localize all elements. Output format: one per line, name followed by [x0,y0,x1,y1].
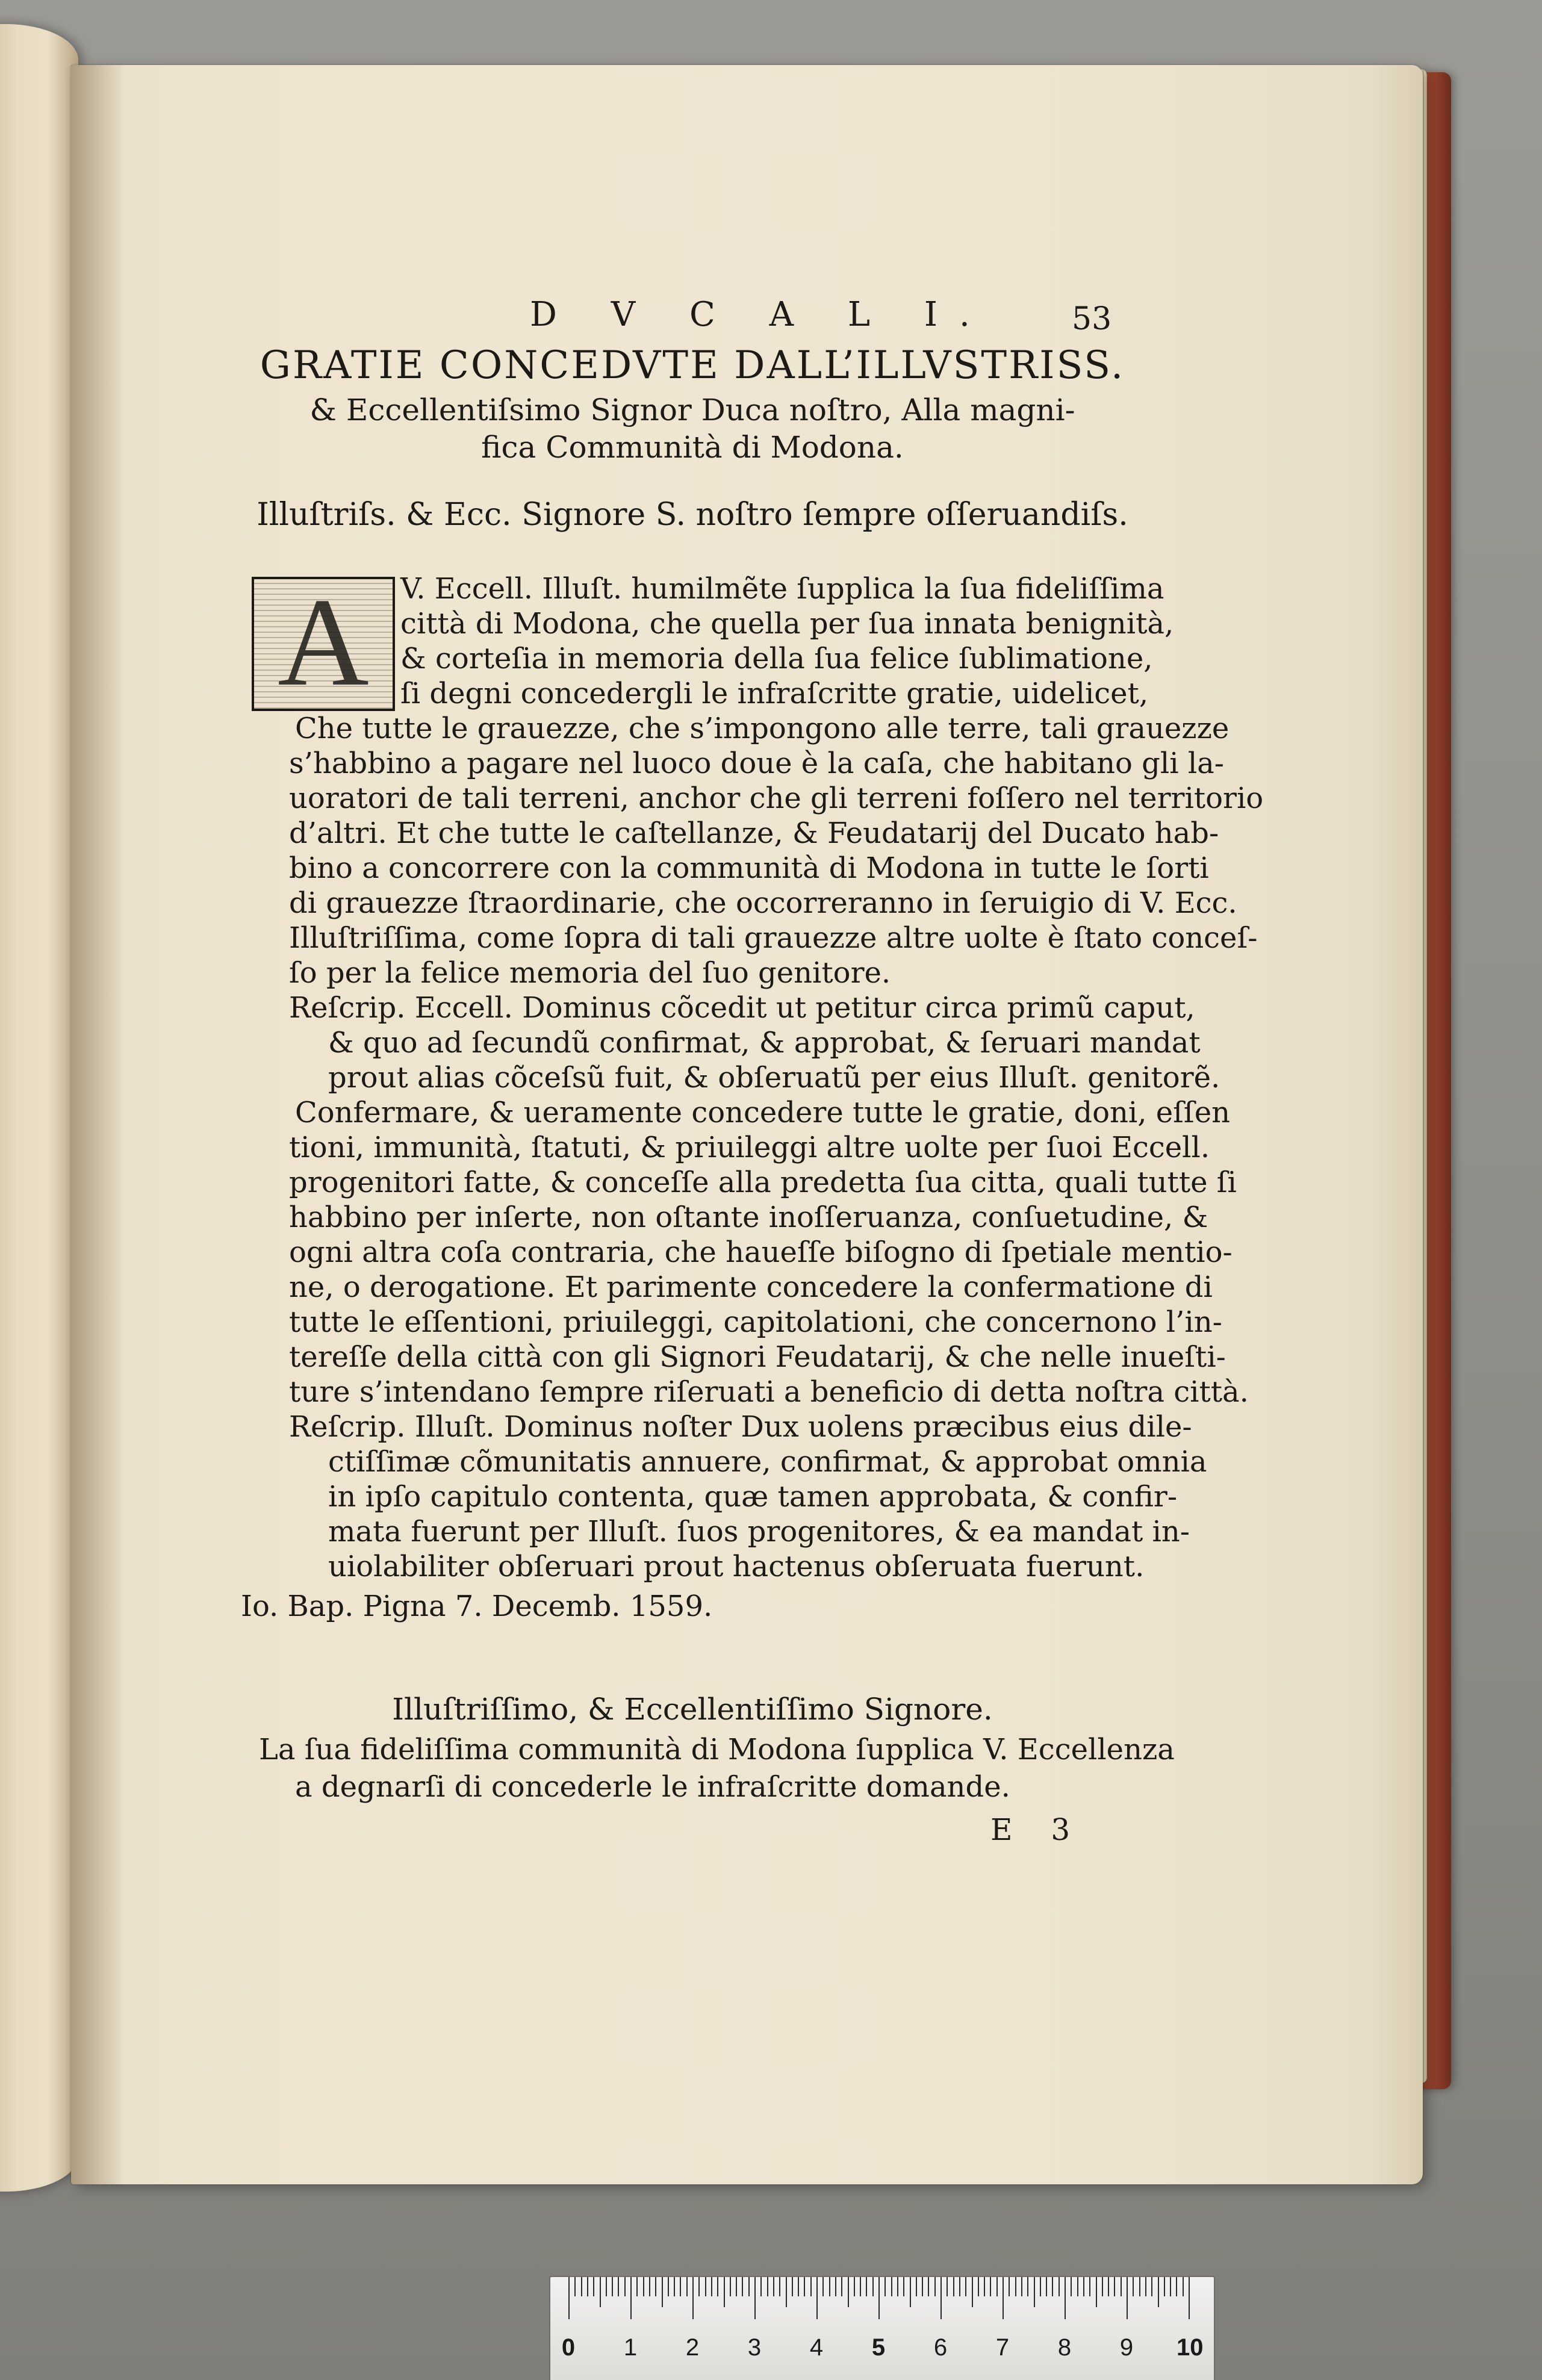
text-line: città di Modona, che quella per ſua innata benignità, [400,607,1174,641]
ruler-tick [773,2277,774,2296]
ruler-label: 6 [933,2334,948,2361]
rescript-line: ctiſſimæ cõmunitatis annuere, confirmat, & approbat omnia [328,1445,1207,1479]
ruler-tick [848,2277,849,2307]
ruler-tick [916,2277,917,2296]
title-line-1: GRATIE CONCEDVTE DALL’ILLVSTRISS. [260,343,1125,388]
ruler-tick [854,2277,855,2296]
ruler-tick [1015,2277,1016,2296]
ruler-tick [636,2277,638,2296]
ruler-tick [841,2277,842,2296]
ruler-tick [928,2277,929,2296]
text-line: & corteſia in memoria della ſua felice ſublimatione, [400,642,1153,676]
ruler-tick [760,2277,762,2296]
signature-mark: E 3 [990,1812,1085,1847]
section-heading: Illuſtriſſimo, & Eccellentiſſimo Signore. [392,1692,993,1727]
ruler-tick [1065,2277,1066,2319]
signature-line: Io. Bap. Pigna 7. Decemb. 1559. [241,1589,713,1623]
ruler-tick [872,2277,874,2296]
ruler-tick [816,2277,818,2319]
text-line: progenitori fatte, & conceſſe alla predetta ſua citta, quali tutte ſi [289,1166,1237,1199]
ruler-tick [792,2277,793,2296]
ruler-tick [1164,2277,1165,2296]
ruler-tick [1009,2277,1010,2296]
ruler-tick [1114,2277,1115,2296]
text-line: ture s’intendano ſempre riſeruati a beneficio di detta noſtra città. [289,1375,1249,1409]
ruler-tick [1176,2277,1177,2296]
text-line: tutte le eſſentioni, priuileggi, capitolationi, che concernono l’in- [289,1305,1222,1339]
ruler-tick [1108,2277,1109,2296]
ruler-tick [1003,2277,1004,2319]
ruler-label: 5 [871,2334,886,2361]
ruler-tick [1170,2277,1171,2296]
folio-number: 53 [1072,301,1112,337]
ruler-tick [674,2277,675,2296]
ruler-tick [903,2277,904,2296]
running-head: D V C A L I. [530,295,992,334]
rescript-line: uiolabiliter obſeruari prout hactenus obſeruata fuerunt. [328,1550,1145,1583]
salutation: Illuſtriſs. & Ecc. Signore S. noſtro ſempre oſſeruandiſs. [256,497,1128,533]
text-line: habbino per inſerte, non oſtante inoſſeruanza, conſuetudine, & [289,1201,1208,1234]
ruler-tick [630,2277,632,2319]
ruler-tick [1083,2277,1084,2296]
ruler-label: 7 [995,2334,1010,2361]
ruler-tick [1151,2277,1152,2296]
text-line: Confermare, & ueramente concedere tutte le gratie, doni, eſſen [295,1096,1231,1129]
ruler-tick [730,2277,731,2296]
ruler-tick [786,2277,787,2307]
ruler-tick [624,2277,626,2296]
ruler-tick [1096,2277,1097,2307]
ruler-tick [972,2277,973,2307]
ruler-tick [742,2277,743,2296]
ruler-tick [612,2277,613,2296]
ruler-tick [748,2277,750,2296]
ruler-tick [953,2277,954,2296]
ruler-tick [1133,2277,1134,2296]
drop-cap-letter: A [278,577,369,711]
ruler-label: 3 [747,2334,762,2361]
ruler-tick [959,2277,960,2296]
ruler-tick [940,2277,942,2319]
ruler-tick [1139,2277,1140,2296]
text-line: tereſſe della città con gli Signori Feudatarij, & che nelle inueſti- [289,1340,1226,1374]
text-line: di grauezze ſtraordinarie, che occorreranno in ſeruigio di V. Ecc. [289,886,1237,920]
rescript-line: mata fuerunt per Illuſt. ſuos progenitores, & ea mandat in- [328,1515,1190,1549]
rescript-line: prout alias cõceſsũ fuit, & obſeruatũ per eius Illuſt. genitorẽ. [328,1061,1220,1095]
ruler-tick [680,2277,681,2296]
ruler-tick [606,2277,607,2296]
ruler-tick [1046,2277,1047,2296]
rescript-line: Reſcrip. Eccell. Dominus cõcedit ut petitur circa primũ caput, [289,991,1195,1025]
ruler-tick [978,2277,979,2296]
ruler-tick [996,2277,998,2296]
ruler-tick [600,2277,601,2307]
ruler-tick [649,2277,650,2296]
ruler-tick [835,2277,836,2296]
ruler-tick [643,2277,644,2296]
ruler-tick [965,2277,966,2296]
gutter-shadow [71,65,125,2184]
ruler-tick [878,2277,880,2319]
text-line: bino a concorrere con la communità di Modona in tutte le ſorti [289,851,1209,885]
ruler-tick [767,2277,768,2296]
ruler-tick [1021,2277,1022,2296]
ruler-tick [798,2277,799,2296]
ruler-tick [686,2277,688,2296]
ruler-label: 0 [561,2334,576,2361]
ruler-tick [1089,2277,1090,2296]
ruler-tick [897,2277,898,2296]
ruler-tick [1127,2277,1128,2319]
title-line-3: fica Communità di Modona. [481,430,904,465]
ruler-tick [692,2277,694,2319]
section-text-line: a degnarſi di concederle le infraſcritte domande. [295,1770,1010,1804]
ruler-label: 2 [685,2334,700,2361]
ruler-tick [1040,2277,1041,2296]
text-line: ogni altra coſa contraria, che haueſſe biſogno di ſpetiale mentio- [289,1235,1233,1269]
rescript-line: in ipſo capitulo contenta, quæ tamen approbata, & confir- [328,1480,1178,1514]
ruler-tick [884,2277,886,2296]
text-line: s’habbino a pagare nel luoco doue è la caſa, che habitano gli la- [289,747,1225,780]
ruler-tick [779,2277,780,2296]
scale-ruler [549,2276,1215,2380]
ruler-tick [1071,2277,1072,2296]
ruler-tick [1052,2277,1053,2296]
ruler-tick [1145,2277,1146,2296]
text-line: Che tutte le grauezze, che s’impongono alle terre, tali grauezze [295,712,1230,745]
ruler-tick [618,2277,619,2296]
previous-page-edge [0,24,78,2192]
rescript-line: Reſcrip. Illuſt. Dominus noſter Dux uolens præcibus eius dile- [289,1410,1192,1444]
text-line: V. Eccell. Illuſt. humilmẽte ſupplica la ſua fideliſſima [400,572,1164,606]
ruler-tick [804,2277,805,2296]
rescript-line: & quo ad ſecundũ confirmat, & approbat, & ſeruari mandat [328,1026,1201,1060]
text-line: tioni, immunità, ſtatuti, & priuileggi altre uolte per ſuoi Eccell. [289,1131,1210,1164]
ruler-tick [947,2277,948,2296]
ruler-tick [574,2277,576,2296]
ruler-tick [891,2277,892,2296]
ruler-tick [1102,2277,1103,2296]
ruler-tick [1034,2277,1035,2307]
ruler-tick [866,2277,867,2296]
text-line: ſi degni concedergli le infraſcritte gratie, uidelicet, [400,677,1149,710]
woodcut-drop-cap [252,577,395,711]
ruler-tick [1121,2277,1122,2296]
ruler-tick [1027,2277,1028,2296]
ruler-tick [829,2277,830,2296]
ruler-tick [593,2277,594,2296]
ruler-tick [668,2277,669,2296]
section-text-line: La ſua fideliſſima communità di Modona ſupplica V. Eccellenza [259,1733,1175,1766]
ruler-tick [655,2277,656,2296]
ruler-label: 1 [623,2334,638,2361]
ruler-tick [568,2277,570,2319]
ruler-tick [990,2277,991,2296]
ruler-tick [1077,2277,1078,2296]
ruler-tick [724,2277,725,2307]
ruler-tick [822,2277,824,2296]
ruler-tick [910,2277,911,2307]
text-line: d’altri. Et che tutte le caſtellanze, & Feudatarij del Ducato hab- [289,816,1219,850]
ruler-tick [810,2277,812,2296]
ruler-tick [581,2277,582,2296]
ruler-label: 9 [1119,2334,1134,2361]
ruler-tick [754,2277,756,2319]
text-line: ne, o derogatione. Et parimente concedere la confermatione di [289,1270,1213,1304]
text-line: ſo per la felice memoria del ſuo genitore. [289,956,891,990]
ruler-tick [736,2277,737,2296]
ruler-tick [1189,2277,1190,2319]
ruler-tick [662,2277,663,2307]
ruler-tick [1183,2277,1184,2296]
ruler-tick [934,2277,936,2296]
ruler-tick [705,2277,706,2296]
text-line: Illuſtriſſima, come ſopra di tali grauezze altre uolte è ſtato conceſ- [289,921,1258,955]
ruler-label: 10 [1177,2334,1204,2361]
ruler-tick [860,2277,861,2296]
text-line: uoratori de tali terreni, anchor che gli terreni foſſero nel territorio [289,781,1264,815]
ruler-tick [587,2277,588,2296]
ruler-tick [698,2277,700,2296]
ruler-tick [1059,2277,1060,2296]
ruler-tick [1158,2277,1159,2307]
ruler-label: 8 [1057,2334,1072,2361]
ruler-tick [711,2277,712,2296]
ruler-tick [984,2277,985,2296]
ruler-tick [922,2277,923,2296]
title-line-2: & Eccellentiſsimo Signor Duca noſtro, Alla magni- [309,393,1075,427]
ruler-tick [717,2277,718,2296]
ruler-label: 4 [809,2334,824,2361]
